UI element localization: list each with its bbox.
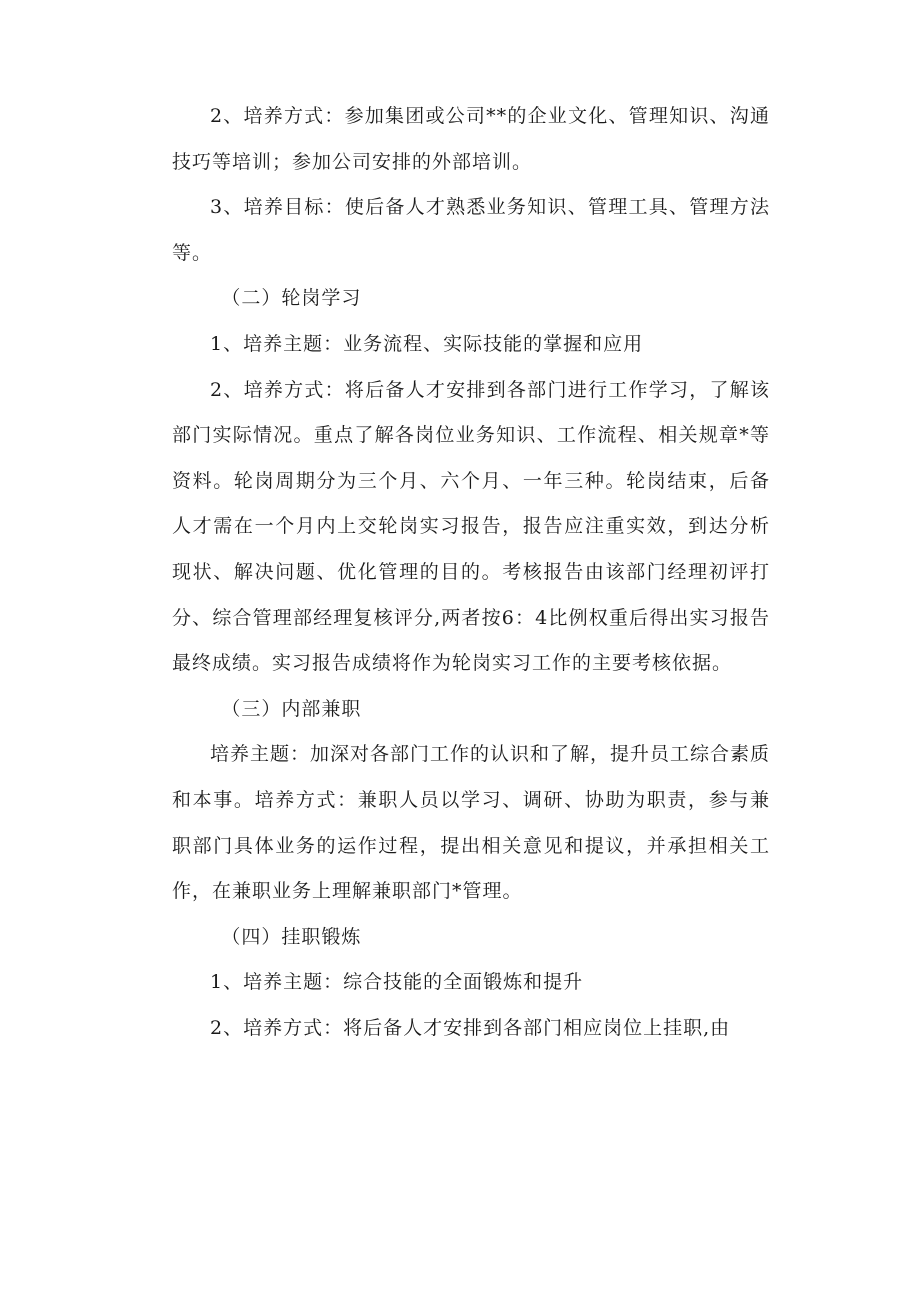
paragraph-secondment-method: 2、培养方式：将后备人才安排到各部门相应岗位上挂职,由 [210,1016,731,1039]
document-page [172,94,770,1051]
paragraph-rotation-method: 2、培养方式：将后备人才安排到各部门进行工作学习，了解该部门实际情况。重点了解各岗位业务知识、工作流程、相关规章*等资料。轮岗周期分为三个月、六个月、一年三种。轮岗结束，后备人才需在一个月内上交轮岗实习报告，报告应注重实效，到达分析现状、解决问题、优化管理的目的。考核报告由该部门经理初评打分、综合管理部经理复核评分,两者按6：4比例权重后得出实习报告最终成绩。实习报告成绩将作为轮岗实习工作的主要考核依据。 [172,378,770,675]
paragraph-training-goal: 3、培养目标：使后备人才熟悉业务知识、管理工具、管理方法等。 [172,196,770,264]
section-heading-secondment: （四）挂职锻炼 [221,925,362,948]
section-heading-rotation: （二）轮岗学习 [221,287,362,310]
paragraph-rotation-theme: 1、培养主题：业务流程、实际技能的掌握和应用 [210,332,644,355]
paragraph-training-method: 2、培养方式：参加集团或公司**的企业文化、管理知识、沟通技巧等培训；参加公司安排的外部培训。 [172,105,770,173]
paragraph-secondment-theme: 1、培养主题：综合技能的全面锻炼和提升 [210,971,584,994]
paragraph-part-time: 培养主题：加深对各部门工作的认识和了解，提升员工综合素质和本事。培养方式：兼职人员以学习、调研、协助为职责，参与兼职部门具体业务的运作过程，提出相关意见和提议，并承担相关工作，在兼职业务上理解兼职部门*管理。 [172,743,771,903]
section-heading-part-time: （三）内部兼职 [221,697,362,720]
